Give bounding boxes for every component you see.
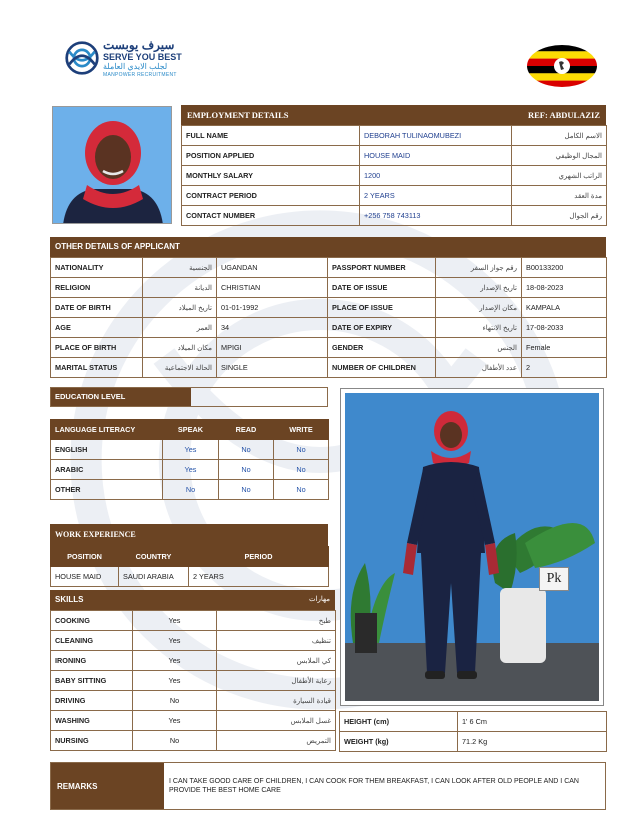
- field-label: MARITAL STATUS: [51, 358, 143, 378]
- skill-name-arabic: كي الملابس: [217, 651, 336, 671]
- measurement-label: WEIGHT (kg): [340, 732, 458, 752]
- employment-table: [181, 125, 607, 226]
- skill-name: CLEANING: [51, 631, 133, 651]
- other-details-row: [51, 338, 607, 358]
- education-title: EDUCATION LEVEL: [51, 388, 191, 406]
- skill-name: DRIVING: [51, 691, 133, 711]
- employment-row: [182, 166, 607, 186]
- skill-value: No: [133, 731, 217, 751]
- company-logo-icon: [64, 40, 100, 76]
- language-row: [51, 440, 329, 460]
- employment-row: [182, 146, 607, 166]
- logo-english-name: SERVE YOU BEST: [103, 52, 182, 62]
- field-label-arabic: مدة العقد: [512, 186, 607, 206]
- field-value: HOUSE MAID: [360, 146, 512, 166]
- skill-row: [51, 631, 336, 651]
- skills-section: [50, 590, 335, 751]
- other-details-row: [51, 278, 607, 298]
- field-label-arabic: تاريخ الإصدار: [436, 278, 522, 298]
- uganda-flag-icon: [526, 44, 598, 88]
- field-label-arabic: عدد الأطفال: [436, 358, 522, 378]
- skill-value: Yes: [133, 651, 217, 671]
- field-value: UGANDAN: [217, 258, 328, 278]
- measurement-row: [340, 732, 607, 752]
- field-value: 17-08-2033: [522, 318, 607, 338]
- language-write-value: No: [274, 440, 329, 460]
- field-label-arabic: الجنس: [436, 338, 522, 358]
- skill-name-arabic: طبخ: [217, 611, 336, 631]
- skill-name-arabic: قيادة السيارة: [217, 691, 336, 711]
- field-label: DATE OF ISSUE: [328, 278, 436, 298]
- work-column-header: PERIOD: [189, 547, 329, 567]
- field-label-arabic: مكان الميلاد: [143, 338, 217, 358]
- language-row: [51, 480, 329, 500]
- skill-name: COOKING: [51, 611, 133, 631]
- field-label: DATE OF BIRTH: [51, 298, 143, 318]
- field-label: POSITION APPLIED: [182, 146, 360, 166]
- language-name: ARABIC: [51, 460, 163, 480]
- field-label: MONTHLY SALARY: [182, 166, 360, 186]
- field-value: SINGLE: [217, 358, 328, 378]
- language-column-header: SPEAK: [163, 420, 219, 440]
- skill-value: Yes: [133, 611, 217, 631]
- skills-table: [50, 610, 336, 751]
- skill-name-arabic: التمريض: [217, 731, 336, 751]
- skill-name: BABY SITTING: [51, 671, 133, 691]
- field-label-arabic: تاريخ الميلاد: [143, 298, 217, 318]
- language-column-header: READ: [219, 420, 274, 440]
- work-row: [51, 567, 329, 587]
- skill-row: [51, 711, 336, 731]
- field-label: GENDER: [328, 338, 436, 358]
- field-value: CHRISTIAN: [217, 278, 328, 298]
- measurement-row: [340, 712, 607, 732]
- remarks-section: [50, 762, 606, 810]
- work-experience-table: [50, 546, 329, 587]
- logo-arabic-name: سيرف يوبست: [103, 38, 175, 52]
- language-write-value: No: [274, 460, 329, 480]
- measurement-value: 71.2 Kg: [458, 732, 607, 752]
- skills-title: SKILLS: [55, 595, 84, 604]
- skill-name: NURSING: [51, 731, 133, 751]
- field-label-arabic: الحالة الاجتماعية: [143, 358, 217, 378]
- employment-details-section: [181, 105, 606, 226]
- field-label: DATE OF EXPIRY: [328, 318, 436, 338]
- field-label: PLACE OF ISSUE: [328, 298, 436, 318]
- language-read-value: No: [219, 460, 274, 480]
- other-details-row: [51, 358, 607, 378]
- body-measurements-table: [339, 711, 607, 752]
- work-column-header: POSITION: [51, 547, 119, 567]
- language-table: [50, 419, 329, 500]
- field-label: AGE: [51, 318, 143, 338]
- work-period: 2 YEARS: [189, 567, 329, 587]
- field-value: DEBORAH TULINAOMUBEZI: [360, 126, 512, 146]
- measurement-value: 1' 6 Cm: [458, 712, 607, 732]
- other-details-row: [51, 318, 607, 338]
- body-measurements-section: [339, 711, 606, 752]
- other-details-row: [51, 258, 607, 278]
- field-label-arabic: المجال الوظيفي: [512, 146, 607, 166]
- field-value: B00133200: [522, 258, 607, 278]
- field-value: MPIGI: [217, 338, 328, 358]
- skill-name: WASHING: [51, 711, 133, 731]
- field-label: PLACE OF BIRTH: [51, 338, 143, 358]
- field-value: +256 758 743113: [360, 206, 512, 226]
- employment-row: [182, 206, 607, 226]
- reference-label: REF: ABDULAZIZ: [527, 110, 600, 120]
- work-country: SAUDI ARABIA: [119, 567, 189, 587]
- skill-row: [51, 611, 336, 631]
- skill-value: Yes: [133, 631, 217, 651]
- language-read-value: No: [219, 480, 274, 500]
- field-label: NUMBER OF CHILDREN: [328, 358, 436, 378]
- education-level-section: [50, 387, 328, 407]
- measurement-label: HEIGHT (cm): [340, 712, 458, 732]
- skills-title-arabic: مهارات: [308, 596, 330, 603]
- field-value: 1200: [360, 166, 512, 186]
- work-position: HOUSE MAID: [51, 567, 119, 587]
- field-label-arabic: رقم جواز السفر: [436, 258, 522, 278]
- field-value: 2 YEARS: [360, 186, 512, 206]
- other-details-table: [50, 257, 607, 378]
- education-value: [191, 388, 327, 406]
- full-body-illustration: [345, 393, 599, 701]
- language-read-value: No: [219, 440, 274, 460]
- language-write-value: No: [274, 480, 329, 500]
- photo-tag: Pk: [539, 567, 569, 591]
- skill-name-arabic: غسل الملابس: [217, 711, 336, 731]
- field-label-arabic: رقم الجوال: [512, 206, 607, 226]
- field-value: 18-08-2023: [522, 278, 607, 298]
- language-name: ENGLISH: [51, 440, 163, 460]
- field-label-arabic: الاسم الكامل: [512, 126, 607, 146]
- skill-name: IRONING: [51, 651, 133, 671]
- applicant-full-photo: [340, 388, 604, 706]
- field-label: FULL NAME: [182, 126, 360, 146]
- remarks-title: REMARKS: [51, 763, 164, 809]
- skill-row: [51, 731, 336, 751]
- field-label: NATIONALITY: [51, 258, 143, 278]
- field-value: Female: [522, 338, 607, 358]
- other-details-title: OTHER DETAILS OF APPLICANT: [50, 237, 606, 257]
- other-details-section: [50, 237, 606, 378]
- field-label-arabic: مكان الإصدار: [436, 298, 522, 318]
- work-experience-title: WORK EXPERIENCE: [50, 524, 328, 546]
- remarks-text: I CAN TAKE GOOD CARE OF CHILDREN, I CAN COOK FOR THEM BREAKFAST, I CAN LOOK AFTER OLD PEOPLE AND I CAN PROVIDE THE BEST HOME CARE: [169, 778, 579, 794]
- work-experience-section: [50, 524, 328, 587]
- skill-row: [51, 671, 336, 691]
- skill-value: Yes: [133, 671, 217, 691]
- field-value: 2: [522, 358, 607, 378]
- field-label: PASSPORT NUMBER: [328, 258, 436, 278]
- language-speak-value: Yes: [163, 460, 219, 480]
- skill-value: Yes: [133, 711, 217, 731]
- work-header-row: [51, 547, 329, 567]
- field-label-arabic: الجنسية: [143, 258, 217, 278]
- work-column-header: COUNTRY: [119, 547, 189, 567]
- language-column-header: LANGUAGE LITERACY: [51, 420, 163, 440]
- employment-title: EMPLOYMENT DETAILS: [187, 110, 289, 120]
- other-details-row: [51, 298, 607, 318]
- language-speak-value: No: [163, 480, 219, 500]
- field-value: KAMPALA: [522, 298, 607, 318]
- skill-value: No: [133, 691, 217, 711]
- language-name: OTHER: [51, 480, 163, 500]
- field-label-arabic: الراتب الشهري: [512, 166, 607, 186]
- employment-row: [182, 186, 607, 206]
- field-value: 01-01-1992: [217, 298, 328, 318]
- portrait-illustration: [53, 107, 172, 224]
- logo-subtitle: MANPOWER RECRUITMENT: [103, 72, 177, 78]
- field-label-arabic: الديانة: [143, 278, 217, 298]
- field-label-arabic: العمر: [143, 318, 217, 338]
- applicant-portrait: [52, 106, 172, 224]
- language-literacy-section: [50, 419, 328, 500]
- language-speak-value: Yes: [163, 440, 219, 460]
- language-row: [51, 460, 329, 480]
- skill-row: [51, 691, 336, 711]
- field-label: CONTACT NUMBER: [182, 206, 360, 226]
- employment-row: [182, 126, 607, 146]
- language-header-row: [51, 420, 329, 440]
- skill-name-arabic: تنظيف: [217, 631, 336, 651]
- skill-row: [51, 651, 336, 671]
- field-label-arabic: تاريخ الانتهاء: [436, 318, 522, 338]
- field-label: RELIGION: [51, 278, 143, 298]
- field-label: CONTRACT PERIOD: [182, 186, 360, 206]
- field-value: 34: [217, 318, 328, 338]
- language-column-header: WRITE: [274, 420, 329, 440]
- skill-name-arabic: رعاية الأطفال: [217, 671, 336, 691]
- logo-arabic-tagline: لجلب الايدي العاملة: [103, 62, 168, 71]
